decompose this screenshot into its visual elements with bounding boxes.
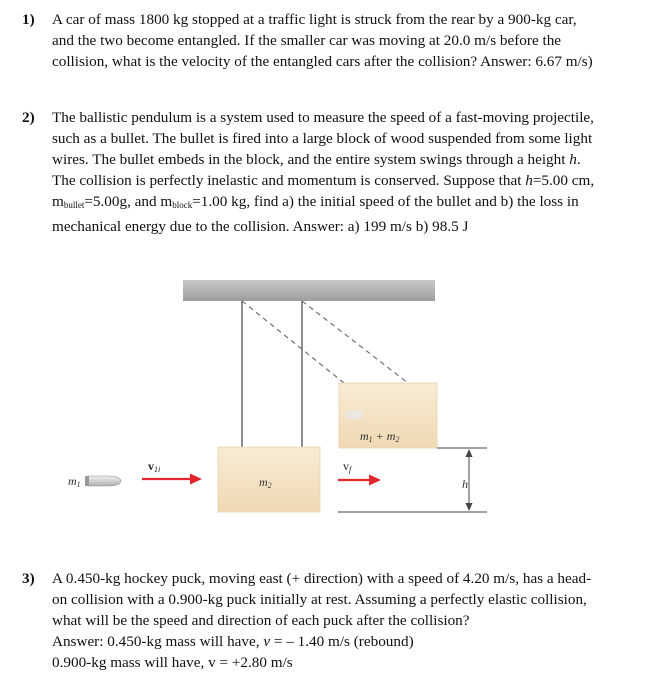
problem-3-line-2: on collision with a 0.900-kg puck initially at rest. Assuming a perfectly elastic collision,	[52, 591, 587, 608]
label-m2: m2	[259, 475, 272, 490]
problem-2-line-1: The ballistic pendulum is a system used to measure the speed of a fast-moving projectile,	[52, 109, 594, 126]
height-arrow-down	[466, 503, 473, 511]
problem-1-line-1: A car of mass 1800 kg stopped at a traffic light is struck from the rear by a 900-kg car,	[52, 11, 577, 28]
embedded-bullet	[345, 410, 363, 419]
label-vf: vf	[343, 459, 352, 474]
arrow-v1i-head	[190, 474, 202, 485]
problem-2-text	[52, 107, 632, 237]
problem-2-number: 2)	[22, 109, 35, 126]
label-m1-plus-m2: m1 + m2	[360, 429, 400, 444]
problem-3-answer-2: 0.900-kg mass will have, v = +2.80 m/s	[52, 654, 293, 671]
problem-1-number: 1)	[22, 11, 35, 28]
problem-3-text	[52, 568, 632, 673]
problem-3-line-3: what will be the speed and direction of each puck after the collision?	[52, 612, 470, 629]
label-h: h	[462, 477, 468, 491]
wire-left-swung	[242, 301, 344, 383]
problem-3-number: 3)	[22, 570, 35, 587]
label-m1: m1	[68, 474, 81, 489]
label-v1i: v1i	[148, 459, 161, 474]
block-rest	[218, 447, 320, 512]
ballistic-pendulum-figure	[0, 270, 645, 530]
problem-1-text	[52, 9, 632, 72]
arrow-vf-head	[369, 475, 381, 486]
problem-2-line-5: $m_{bullet}=5.00g$, and $m_{block}=1.00$ kg, find a) the initial speed of the bullet and b) the loss in	[52, 193, 579, 210]
height-arrow-up	[466, 449, 473, 457]
ceiling-support	[183, 280, 435, 301]
problem-2-line-3: wires. The bullet embeds in the block, and the entire system swings through a height h.	[52, 151, 581, 168]
problem-2-line-6: mechanical energy due to the collision. Answer: a) 199 m/s b) 98.5 J	[52, 218, 469, 235]
problem-1-line-3: collision, what is the velocity of the entangled cars after the collision? Answer: 6.67 m/s)	[52, 53, 593, 70]
bullet-icon	[88, 476, 121, 486]
wire-right-swung	[302, 301, 408, 383]
bullet-base	[85, 476, 89, 486]
problem-3-line-1: A 0.450-kg hockey puck, moving east (+ direction) with a speed of 4.20 m/s, has a head-	[52, 570, 592, 587]
problem-3-answer-1: Answer: 0.450-kg mass will have, v = – 1.40 m/s (rebound)	[52, 633, 414, 650]
problem-1-line-2: and the two become entangled. If the smaller car was moving at 20.0 m/s before the	[52, 32, 562, 49]
problem-2-line-4: The collision is perfectly inelastic and momentum is conserved. Suppose that h=5.00 cm,	[52, 172, 595, 189]
problem-2-line-2: such as a bullet. The bullet is fired into a large block of wood suspended from some light	[52, 130, 593, 147]
